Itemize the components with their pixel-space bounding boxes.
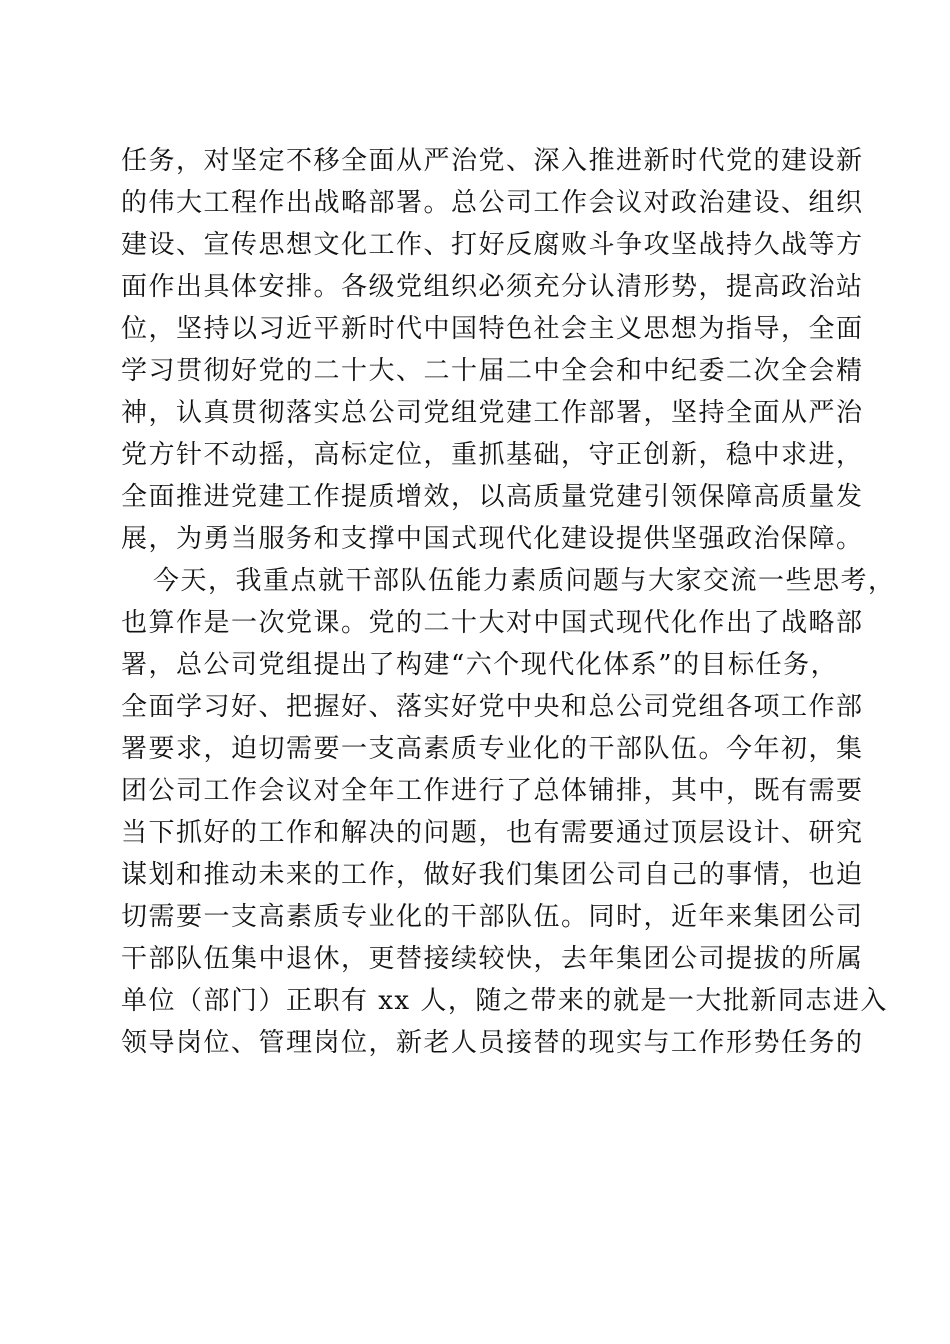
text-line: 署要求，迫切需要一支高素质专业化的干部队伍。今年初，集 [121,734,864,764]
text-line: 的伟大工程作出战略部署。总公司工作会议对政治建设、组织 [121,188,864,218]
text-line: 领导岗位、管理岗位，新老人员接替的现实与工作形势任务的 [121,1028,864,1058]
text-line: 全面推进党建工作提质增效，以高质量党建引领保障高质量发 [121,482,864,512]
text-line: 学习贯彻好党的二十大、二十届二中全会和中纪委二次全会精 [121,356,864,386]
text-line: 面作出具体安排。各级党组织必须充分认清形势，提高政治站 [121,272,864,302]
text-line: 神，认真贯彻落实总公司党组党建工作部署，坚持全面从严治 [121,398,864,428]
text-line: 切需要一支高素质专业化的干部队伍。同时，近年来集团公司 [121,902,864,932]
text-line: 位，坚持以习近平新时代中国特色社会主义思想为指导，全面 [121,314,864,344]
text-line: 干部队伍集中退休，更替接续较快，去年集团公司提拔的所属 [121,944,864,974]
text-line: 团公司工作会议对全年工作进行了总体铺排，其中，既有需要 [121,776,864,806]
text-line: 展，为勇当服务和支撑中国式现代化建设提供坚强政治保障。 [121,524,864,554]
text-line: 谋划和推动未来的工作，做好我们集团公司自己的事情，也迫 [121,860,864,890]
text-line: 建设、宣传思想文化工作、打好反腐败斗争攻坚战持久战等方 [121,230,864,260]
text-line: 当下抓好的工作和解决的问题，也有需要通过顶层设计、研究 [121,818,864,848]
text-line: 单位（部门）正职有 xx 人，随之带来的就是一大批新同志进入 [121,986,888,1016]
paragraph [121,140,864,560]
text-line: 党方针不动摇，高标定位，重抓基础，守正创新，稳中求进， [121,440,864,470]
body-text [121,140,896,1064]
text-line: 也算作是一次党课。党的二十大对中国式现代化作出了战略部 [121,608,864,638]
text-line: 今天，我重点就干部队伍能力素质问题与大家交流一些思考， [153,566,896,596]
paragraph [121,560,896,1064]
text-line: 任务，对坚定不移全面从严治党、深入推进新时代党的建设新 [121,146,864,176]
text-line: 全面学习好、把握好、落实好党中央和总公司党组各项工作部 [121,692,864,722]
text-line: 署，总公司党组提出了构建“六个现代化体系”的目标任务， [121,650,839,680]
